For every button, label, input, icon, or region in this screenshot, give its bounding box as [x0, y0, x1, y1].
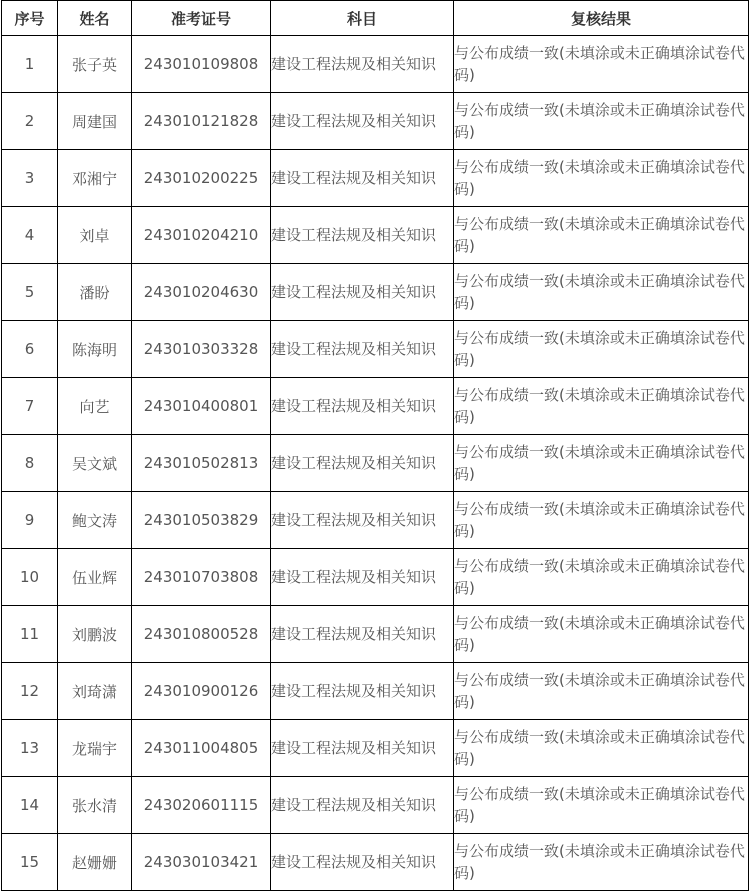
row-index: 4 [2, 207, 58, 264]
results-table [1, 0, 749, 891]
row-review-result: 与公布成绩一致(未填涂或未正确填涂试卷代码) [454, 720, 749, 777]
row-subject: 建设工程法规及相关知识 [271, 321, 454, 378]
table-row [2, 378, 749, 435]
table-row [2, 207, 749, 264]
row-subject: 建设工程法规及相关知识 [271, 834, 454, 891]
row-review-result: 与公布成绩一致(未填涂或未正确填涂试卷代码) [454, 321, 749, 378]
row-subject: 建设工程法规及相关知识 [271, 378, 454, 435]
row-index: 3 [2, 150, 58, 207]
row-name: 周建国 [58, 93, 132, 150]
row-index: 7 [2, 378, 58, 435]
row-name: 伍业辉 [58, 549, 132, 606]
row-review-result: 与公布成绩一致(未填涂或未正确填涂试卷代码) [454, 492, 749, 549]
table-row [2, 93, 749, 150]
row-name: 鲍文涛 [58, 492, 132, 549]
row-ticket-number: 243010900126 [132, 663, 271, 720]
table-body [2, 36, 749, 891]
row-subject: 建设工程法规及相关知识 [271, 264, 454, 321]
row-ticket-number: 243010703808 [132, 549, 271, 606]
row-subject: 建设工程法规及相关知识 [271, 777, 454, 834]
table-row [2, 435, 749, 492]
row-index: 9 [2, 492, 58, 549]
table-row [2, 777, 749, 834]
row-name: 张水清 [58, 777, 132, 834]
row-review-result: 与公布成绩一致(未填涂或未正确填涂试卷代码) [454, 378, 749, 435]
row-index: 5 [2, 264, 58, 321]
row-name: 刘鹏波 [58, 606, 132, 663]
table-row [2, 492, 749, 549]
row-subject: 建设工程法规及相关知识 [271, 720, 454, 777]
row-subject: 建设工程法规及相关知识 [271, 435, 454, 492]
table-row [2, 720, 749, 777]
table-row [2, 549, 749, 606]
row-name: 向艺 [58, 378, 132, 435]
row-subject: 建设工程法规及相关知识 [271, 663, 454, 720]
row-index: 15 [2, 834, 58, 891]
row-ticket-number: 243010109808 [132, 36, 271, 93]
header-row [2, 1, 749, 36]
row-subject: 建设工程法规及相关知识 [271, 207, 454, 264]
row-name: 赵姗姗 [58, 834, 132, 891]
row-name: 张子英 [58, 36, 132, 93]
row-review-result: 与公布成绩一致(未填涂或未正确填涂试卷代码) [454, 264, 749, 321]
row-ticket-number: 243010503829 [132, 492, 271, 549]
row-ticket-number: 243010400801 [132, 378, 271, 435]
row-index: 1 [2, 36, 58, 93]
table-row [2, 264, 749, 321]
row-index: 12 [2, 663, 58, 720]
row-review-result: 与公布成绩一致(未填涂或未正确填涂试卷代码) [454, 663, 749, 720]
row-ticket-number: 243010303328 [132, 321, 271, 378]
row-index: 6 [2, 321, 58, 378]
row-review-result: 与公布成绩一致(未填涂或未正确填涂试卷代码) [454, 834, 749, 891]
row-index: 2 [2, 93, 58, 150]
table-row [2, 663, 749, 720]
header-index: 序号 [2, 1, 58, 36]
row-review-result: 与公布成绩一致(未填涂或未正确填涂试卷代码) [454, 36, 749, 93]
row-ticket-number: 243010204210 [132, 207, 271, 264]
row-name: 刘卓 [58, 207, 132, 264]
row-review-result: 与公布成绩一致(未填涂或未正确填涂试卷代码) [454, 606, 749, 663]
row-ticket-number: 243020601115 [132, 777, 271, 834]
row-ticket-number: 243030103421 [132, 834, 271, 891]
row-review-result: 与公布成绩一致(未填涂或未正确填涂试卷代码) [454, 777, 749, 834]
row-name: 陈海明 [58, 321, 132, 378]
row-name: 龙瑞宇 [58, 720, 132, 777]
row-name: 刘琦潇 [58, 663, 132, 720]
row-index: 14 [2, 777, 58, 834]
header-name: 姓名 [58, 1, 132, 36]
row-index: 13 [2, 720, 58, 777]
row-review-result: 与公布成绩一致(未填涂或未正确填涂试卷代码) [454, 207, 749, 264]
table-header [2, 1, 749, 36]
row-review-result: 与公布成绩一致(未填涂或未正确填涂试卷代码) [454, 93, 749, 150]
row-subject: 建设工程法规及相关知识 [271, 549, 454, 606]
row-subject: 建设工程法规及相关知识 [271, 93, 454, 150]
row-name: 吴文斌 [58, 435, 132, 492]
row-ticket-number: 243010800528 [132, 606, 271, 663]
row-index: 10 [2, 549, 58, 606]
table-row [2, 321, 749, 378]
table-row [2, 150, 749, 207]
row-review-result: 与公布成绩一致(未填涂或未正确填涂试卷代码) [454, 435, 749, 492]
row-ticket-number: 243010204630 [132, 264, 271, 321]
row-review-result: 与公布成绩一致(未填涂或未正确填涂试卷代码) [454, 150, 749, 207]
row-subject: 建设工程法规及相关知识 [271, 492, 454, 549]
header-review-result: 复核结果 [454, 1, 749, 36]
row-index: 11 [2, 606, 58, 663]
row-subject: 建设工程法规及相关知识 [271, 150, 454, 207]
row-ticket-number: 243011004805 [132, 720, 271, 777]
header-subject: 科目 [271, 1, 454, 36]
row-name: 邓湘宁 [58, 150, 132, 207]
row-index: 8 [2, 435, 58, 492]
table-row [2, 606, 749, 663]
row-name: 潘盼 [58, 264, 132, 321]
row-ticket-number: 243010502813 [132, 435, 271, 492]
row-subject: 建设工程法规及相关知识 [271, 36, 454, 93]
row-ticket-number: 243010200225 [132, 150, 271, 207]
table-row [2, 36, 749, 93]
row-ticket-number: 243010121828 [132, 93, 271, 150]
row-subject: 建设工程法规及相关知识 [271, 606, 454, 663]
row-review-result: 与公布成绩一致(未填涂或未正确填涂试卷代码) [454, 549, 749, 606]
header-ticket-number: 准考证号 [132, 1, 271, 36]
table-row [2, 834, 749, 891]
